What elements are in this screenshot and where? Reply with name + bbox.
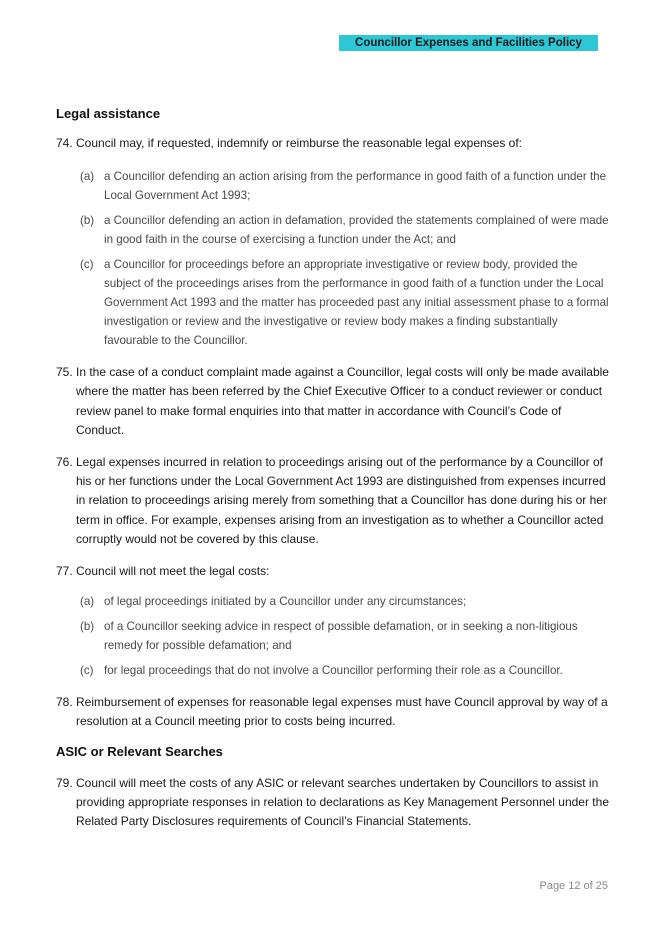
clause-text: Reimbursement of expenses for reasonable legal expenses must have Council approval by way of a resolution at a Council meeting prior to costs being incurred. [76, 695, 608, 729]
clause-78 [56, 693, 612, 731]
clause-text: Legal expenses incurred in relation to proceedings arising out of the performance by a Councillor of his or her functions under the Local Government Act 1993 are distinguished from expenses incurred in relation to proceedings arising merely from something that a Councillor has done during his or her term in office. For example, expenses arising from an investigation as to whether a Councillor acted corruptly would not be covered by this clause. [76, 455, 607, 546]
subclause-text: a Councillor for proceedings before an appropriate investigative or review body, provided the subject of the proceedings arises from the performance in good faith of a function under the Local Government Act 1993 and the matter has proceeded past any initial assessment phase to a formal investigation or review and the investigative or review body makes a finding substantially favourable to the Councillor. [104, 258, 609, 348]
document-header-title: Councillor Expenses and Facilities Policy [339, 35, 598, 51]
clause-75 [56, 363, 612, 440]
clause-77 [56, 562, 612, 581]
subclause-label: (c) [80, 664, 94, 678]
clause-number: 76. [56, 455, 73, 470]
clause-text: Council may, if requested, indemnify or reimburse the reasonable legal expenses of: [76, 136, 523, 150]
subclause-label: (a) [80, 170, 95, 184]
clause-76 [56, 453, 612, 549]
clause-74 [56, 134, 612, 153]
subclause-label: (b) [80, 214, 95, 228]
subclause-text: a Councillor defending an action arising from the performance in good faith of a function under the Local Government Act 1993; [104, 170, 607, 203]
page-number: Page 12 of 25 [539, 880, 608, 892]
subclause-label: (a) [80, 595, 95, 609]
clause-number: 74. [56, 136, 73, 150]
subclause-77b [56, 617, 612, 655]
clause-text: In the case of a conduct complaint made against a Councillor, legal costs will only be made available where the matter has been referred by the Chief Executive Officer to a conduct reviewer or conduct review panel to make formal enquiries into that matter in accordance with Council’s Code of Conduct. [76, 365, 609, 437]
section-heading-asic-searches: ASIC or Relevant Searches [56, 743, 223, 759]
subclause-77c [56, 661, 612, 680]
section-heading-legal-assistance: Legal assistance [56, 106, 161, 121]
subclause-label: (c) [80, 258, 94, 272]
clause-number: 77. [56, 564, 73, 579]
subclause-text: of a Councillor seeking advice in respect of possible defamation, or in seeking a non-litigious remedy for possible defamation; and [104, 620, 578, 653]
clause-number: 79. [56, 775, 73, 790]
clause-number: 75. [56, 365, 73, 380]
clause-number: 78. [56, 695, 73, 710]
subclause-74a [56, 167, 612, 205]
subclause-74b [56, 211, 612, 249]
subclause-text: of legal proceedings initiated by a Councillor under any circumstances; [104, 595, 467, 609]
clause-text: Council will not meet the legal costs: [76, 564, 270, 579]
clause-text: Council will meet the costs of any ASIC or relevant searches undertaken by Councillors to assist in providing appropriate responses in relation to declarations as Key Management Personnel under the Related Party Disclosures requirements of Council’s Financial Statements. [76, 775, 609, 829]
subclause-77a [56, 592, 612, 611]
subclause-text: for legal proceedings that do not involve a Councillor performing their role as a Councillor. [104, 664, 563, 678]
subclause-label: (b) [80, 620, 95, 634]
subclause-text: a Councillor defending an action in defamation, provided the statements complained of were made in good faith in the course of exercising a function under the Act; and [104, 214, 609, 247]
subclause-74c [56, 255, 612, 350]
clause-79 [56, 774, 612, 832]
document-body [56, 104, 612, 831]
